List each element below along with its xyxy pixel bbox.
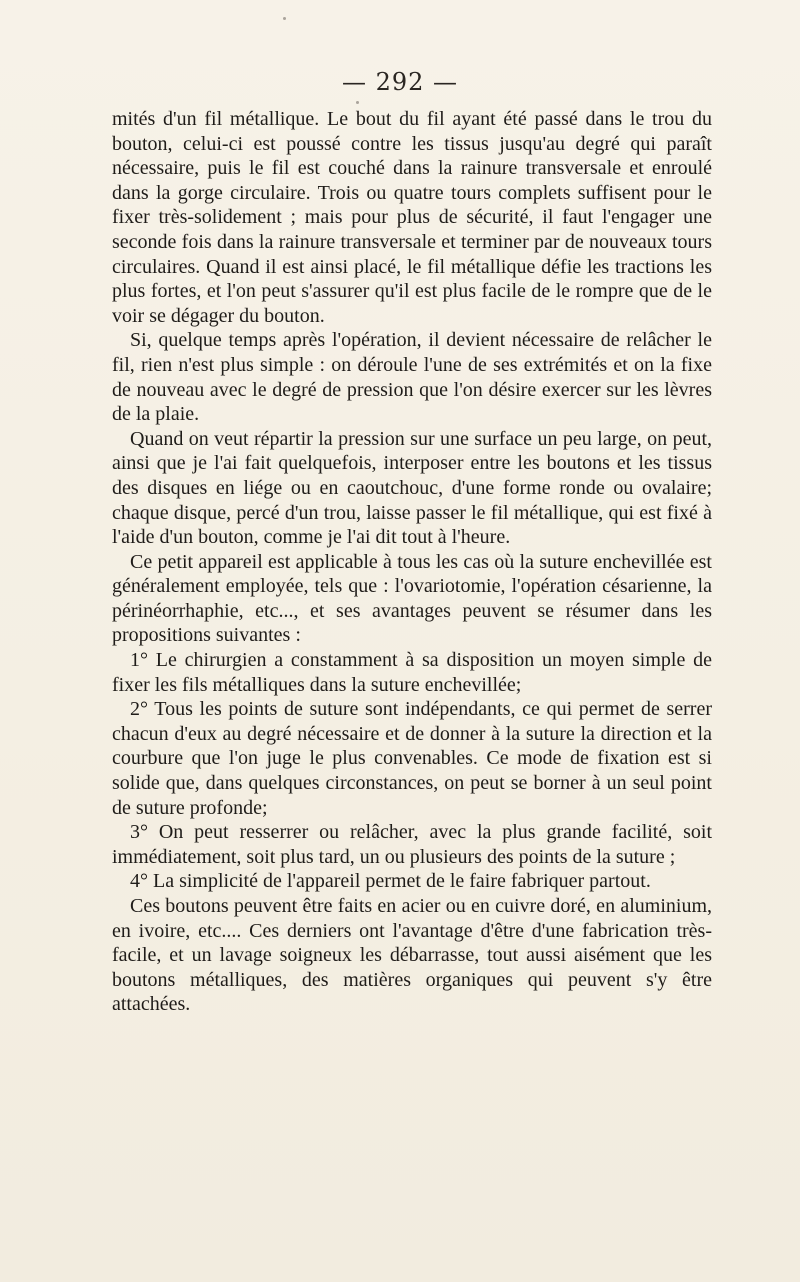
paragraph: Quand on veut répartir la pression sur une surface un peu large, on peut, ainsi que je l'ai fait quelquefois, interposer entre les boutons et les tissus des disques en liége ou en caoutchouc, d'une forme ronde ou ovalaire; chaque disque, percé d'un trou, laisse passer le fil métallique, qui est fixé à l'aide d'un bouton, comme je l'ai dit tout à l'heure.	[112, 427, 712, 549]
list-item-1: 1° Le chirurgien a constamment à sa disposition un moyen simple de fixer les fils métalliques dans la suture enchevillée;	[112, 649, 712, 696]
list-item-3: 3° On peut resserrer ou relâcher, avec la plus grande facilité, soit immédiatement, soit plus tard, un ou plusieurs des points de la suture ;	[112, 821, 712, 868]
paragraph: Ces boutons peuvent être faits en acier ou en cuivre doré, en aluminium, en ivoire, etc.... Ces derniers ont l'avantage d'être d'une fabrication très-facile, et un lavage soigneux les débarrasse, tout aussi aisément que les boutons métalliques, des matières organiques qui peuvent s'y être attachées.	[112, 895, 712, 1016]
list-item-4: 4° La simplicité de l'appareil permet de le faire fabriquer partout.	[130, 870, 651, 893]
list-item-2: 2° Tous les points de suture sont indépendants, ce qui permet de serrer chacun d'eux au degré nécessaire et de donner à la suture la direction et la courbure que l'on juge le plus convenables. Ce mode de fixation est si solide que, dans quelques circonstances, on peut se borner à un seul point de suture profonde;	[112, 698, 712, 819]
page-number: — 292 —	[341, 68, 459, 96]
paper-speck	[356, 101, 359, 104]
paragraph: mités d'un fil métallique. Le bout du fil ayant été passé dans le trou du bouton, celui-ci est poussé contre les tissus jusqu'au degré qui paraît nécessaire, puis le fil est couché dans la rainure transversale et enroulé dans la gorge circulaire. Trois ou quatre tours complets suffisent pour le fixer très-solidement ; mais pour plus de sécurité, il faut l'engager une seconde fois dans la rainure transversale et terminer par de nouveaux tours circulaires. Quand il est ainsi placé, le fil métallique défie les tractions les plus fortes, et l'on peut s'assurer qu'il est plus facile de le rompre que de le voir se dégager du bouton.	[112, 108, 712, 327]
paragraph: Si, quelque temps après l'opération, il devient nécessaire de relâcher le fil, rien n'est plus simple : on déroule l'une de ses extrémités et on la fixe de nouveau avec le degré de pression que l'on désire exercer sur les lèvres de la plaie.	[112, 329, 712, 426]
paragraph: Ce petit appareil est applicable à tous les cas où la suture enchevillée est généralement employée, tels que : l'ovariotomie, l'opération césarienne, la périnéorrhaphie, etc..., et ses avantages peuvent se résumer dans les propositions suivantes :	[112, 550, 712, 647]
paper-speck	[283, 17, 286, 20]
body-text	[112, 107, 712, 1017]
